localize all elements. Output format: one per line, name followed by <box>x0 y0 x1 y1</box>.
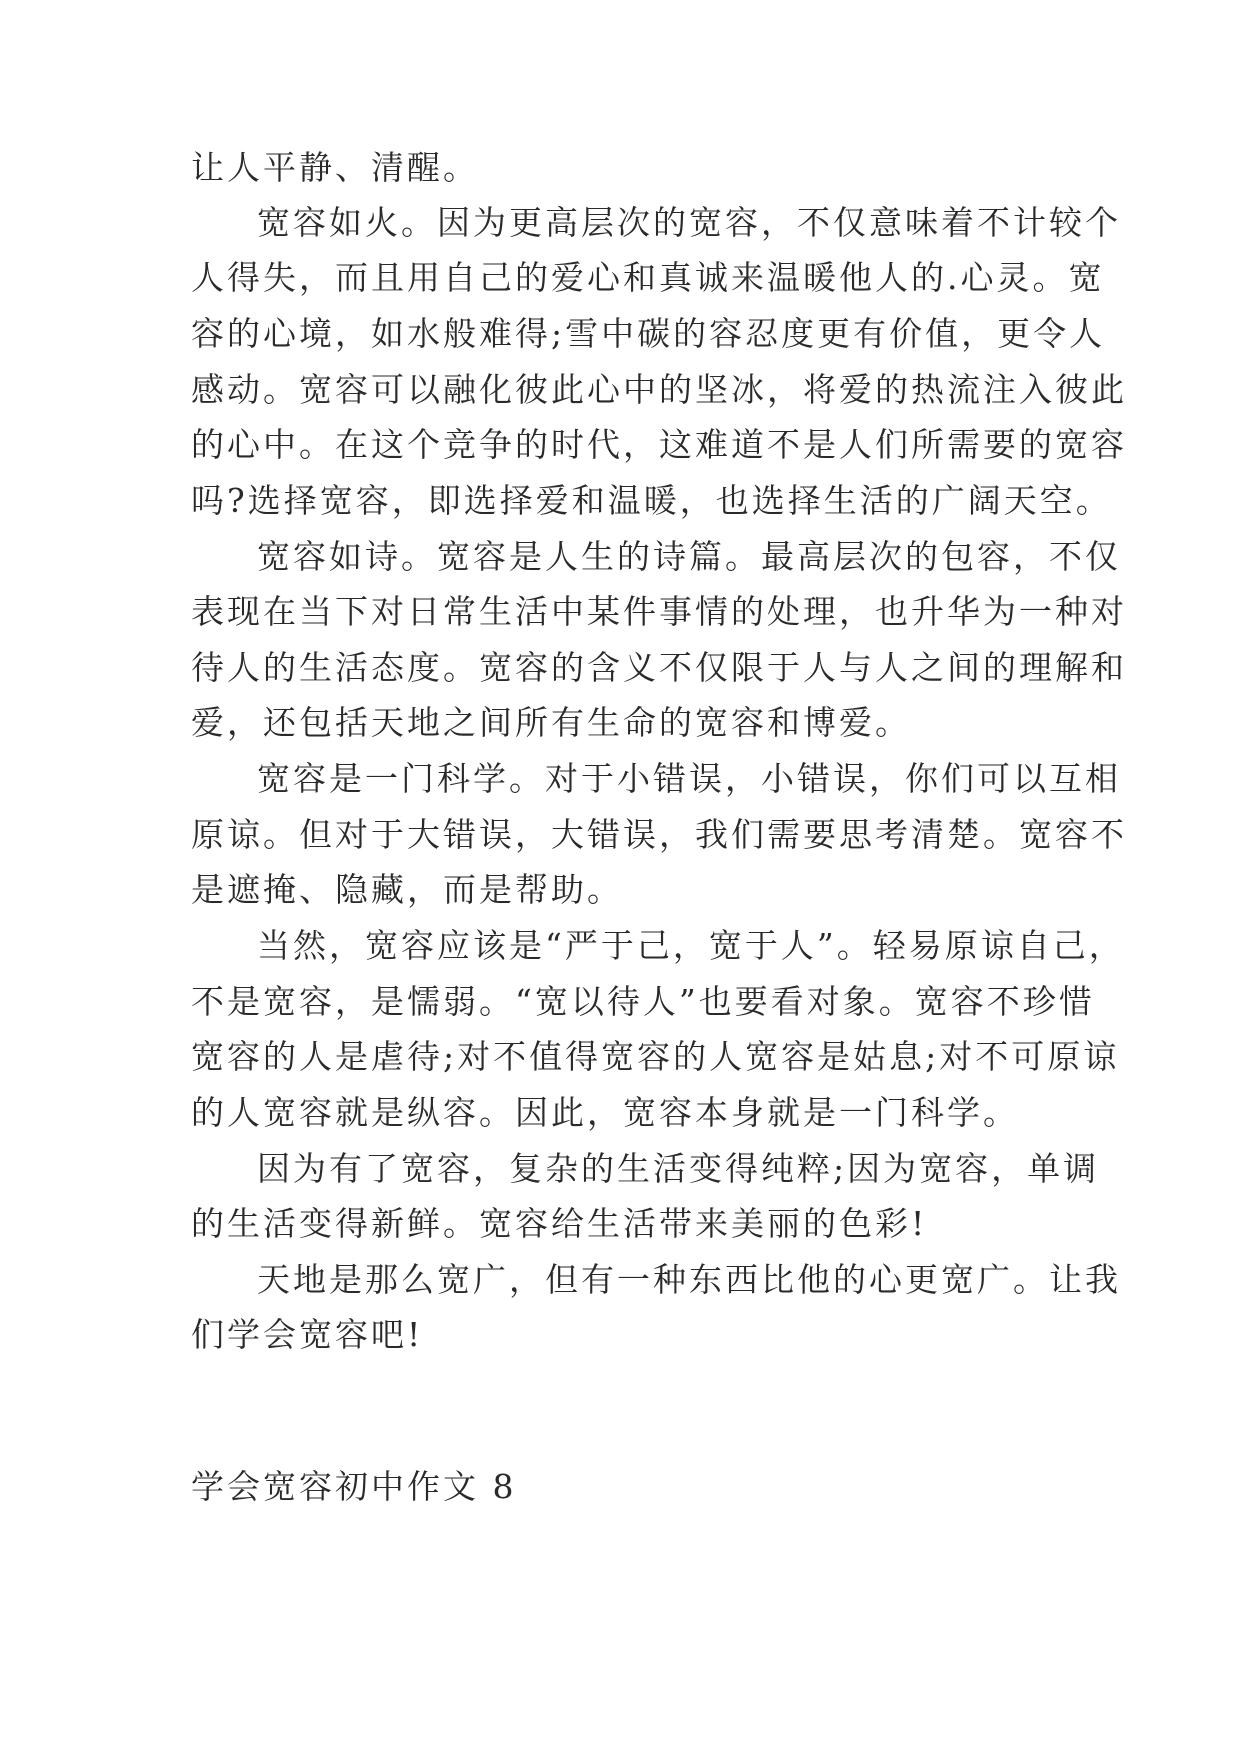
paragraph-first-line: 因为有了宽容，复杂的生活变得纯粹;因为宽容，单调 <box>257 1149 1100 1188</box>
paragraph-first-line: 宽容如诗。宽容是人生的诗篇。最高层次的包容，不仅 <box>257 537 1121 576</box>
paragraph-first-line: 当然，宽容应该是“严于己，宽于人”。轻易原谅自己， <box>257 926 1125 965</box>
text-line: 表现在当下对日常生活中某件事情的处理，也升华为一种对 <box>191 592 1127 631</box>
text-line: 原谅。但对于大错误，大错误，我们需要思考清楚。宽容不 <box>191 815 1127 854</box>
text-line: 宽容的人是虐待;对不值得宽容的人宽容是姑息;对不可原谅 <box>191 1037 1120 1076</box>
text-line: 不是宽容，是懦弱。“宽以待人”也要看对象。宽容不珍惜 <box>191 982 1095 1021</box>
text-line: 待人的生活态度。宽容的含义不仅限于人与人之间的理解和 <box>191 648 1127 687</box>
paragraph-first-line: 天地是那么宽广，但有一种东西比他的心更宽广。让我 <box>257 1260 1121 1299</box>
paragraph-first-line: 宽容是一门科学。对于小错误，小错误，你们可以互相 <box>257 759 1121 798</box>
text-line: 的人宽容就是纵容。因此，宽容本身就是一门科学。 <box>191 1093 1019 1132</box>
section-title: 学会宽容初中作文 8 <box>191 1467 517 1506</box>
text-line: 人得失，而且用自己的爱心和真诚来温暖他人的.心灵。宽 <box>191 258 1105 297</box>
text-line: 的生活变得新鲜。宽容给生活带来美丽的色彩! <box>191 1204 928 1243</box>
text-line: 爱，还包括天地之间所有生命的宽容和博爱。 <box>191 703 911 742</box>
text-line: 让人平静、清醒。 <box>191 148 479 187</box>
text-line: 容的心境，如水般难得;雪中碳的容忍度更有价值，更令人 <box>191 314 1106 353</box>
text-line: 吗?选择宽容，即选择爱和温暖，也选择生活的广阔天空。 <box>191 481 1112 520</box>
text-line: 的心中。在这个竞争的时代，这难道不是人们所需要的宽容 <box>191 425 1127 464</box>
text-line: 是遮掩、隐藏，而是帮助。 <box>191 870 623 909</box>
text-line: 们学会宽容吧! <box>191 1315 424 1354</box>
paragraph-first-line: 宽容如火。因为更高层次的宽容，不仅意味着不计较个 <box>257 203 1121 242</box>
text-line: 感动。宽容可以融化彼此心中的坚冰，将爱的热流注入彼此 <box>191 370 1127 409</box>
